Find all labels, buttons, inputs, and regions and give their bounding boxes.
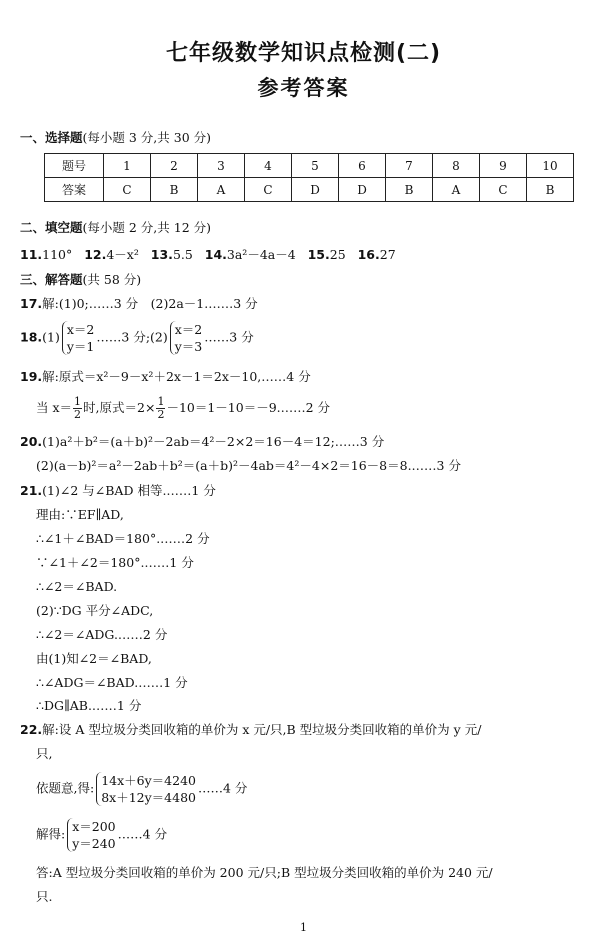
table-cell: C xyxy=(245,178,292,202)
table-cell: 5 xyxy=(292,154,339,178)
equation-system xyxy=(67,818,115,852)
q21-text: (1)∠2 与∠BAD 相等.……1 分 xyxy=(42,483,216,498)
table-cell: 1 xyxy=(104,154,151,178)
table-row-numbers xyxy=(45,154,574,178)
q-number: 17. xyxy=(20,296,43,311)
table-cell: 答案 xyxy=(45,178,104,202)
table-row-answers xyxy=(45,178,574,202)
table-cell: 7 xyxy=(386,154,433,178)
q18-part1: (1) xyxy=(42,329,60,345)
q20-text: (1)a²＋b²＝(a＋b)²－2ab＝4²－2×2＝16－4＝12;……3 分 xyxy=(42,434,385,449)
section-choice-heading xyxy=(20,129,211,147)
q22-line: 答:A 型垃圾分类回收箱的单价为 200 元/只;B 型垃圾分类回收箱的单价为 240 元/ xyxy=(36,865,493,880)
q22-text: ……4 分 xyxy=(117,826,168,842)
equation: 14x＋6y＝4240 xyxy=(101,773,196,788)
table-cell: C xyxy=(104,178,151,202)
table-cell: 3 xyxy=(198,154,245,178)
table-cell: B xyxy=(386,178,433,202)
q22-text: 解得: xyxy=(36,826,66,842)
answer-table xyxy=(44,153,574,202)
section-choice-label: 一、选择题 xyxy=(20,130,83,145)
table-cell: C xyxy=(480,178,527,202)
q-number: 11. xyxy=(20,247,43,262)
fraction xyxy=(73,396,82,421)
equation: y＝1 xyxy=(66,339,95,354)
q21-line1 xyxy=(20,482,216,500)
table-cell: 8 xyxy=(433,154,480,178)
q21-line: ∴∠ADG＝∠BAD.……1 分 xyxy=(36,675,188,690)
table-cell: 9 xyxy=(480,154,527,178)
table-cell: A xyxy=(433,178,480,202)
fill-answer: 27 xyxy=(379,247,396,262)
fill-answers xyxy=(20,246,396,264)
section-solve-heading xyxy=(20,271,141,289)
table-cell: D xyxy=(292,178,339,202)
section-solve-note: (共 58 分) xyxy=(82,272,142,287)
fill-answer: 3a²－4a－4 xyxy=(226,247,296,262)
q20-line1 xyxy=(20,433,384,451)
q22-line4 xyxy=(36,818,167,852)
q19-text: －10＝1－10＝－9.……2 分 xyxy=(166,400,331,415)
q19-text: 解:原式＝x²－9－x²＋2x－1＝2x－10,……4 分 xyxy=(42,369,311,384)
q18-mid: ……3 分;(2) xyxy=(96,329,168,345)
q-number: 15. xyxy=(307,247,330,262)
equation-system xyxy=(62,321,95,355)
q22-line: 只, xyxy=(36,746,53,761)
q-number: 21. xyxy=(20,483,43,498)
fill-answer: 25 xyxy=(329,247,346,262)
q-number: 20. xyxy=(20,434,43,449)
q21-line: 由(1)知∠2＝∠BAD, xyxy=(36,651,152,666)
section-fill-heading xyxy=(20,219,211,237)
table-cell: A xyxy=(198,178,245,202)
q19-text: 时,原式＝2× xyxy=(83,400,156,415)
section-solve-label: 三、解答题 xyxy=(20,272,83,287)
q21-line: ∵∠1＋∠2＝180°.……1 分 xyxy=(36,555,194,570)
fill-answer: 110° xyxy=(42,247,73,262)
q21-line: (2)∵DG 平分∠ADC, xyxy=(36,603,154,618)
equation: x＝2 xyxy=(66,322,95,337)
table-cell: B xyxy=(527,178,574,202)
q17-text: 解:(1)0;……3 分 (2)2a－1.……3 分 xyxy=(42,296,258,311)
fraction-denominator: 2 xyxy=(74,408,82,421)
q21-line: 理由:∵EF∥AD, xyxy=(36,507,124,522)
equation-system xyxy=(170,321,203,355)
table-cell: 4 xyxy=(245,154,292,178)
equation-system xyxy=(96,772,196,806)
fill-answer: 5.5 xyxy=(172,247,193,262)
fraction-numerator: 1 xyxy=(74,395,82,408)
section-fill-note: (每小题 2 分,共 12 分) xyxy=(82,220,211,235)
q22-line: 只. xyxy=(36,889,53,904)
fill-answer: 4－x² xyxy=(106,247,139,262)
table-cell: 2 xyxy=(151,154,198,178)
q19-line2 xyxy=(36,396,330,421)
doc-title: 七年级数学知识点检测(二) xyxy=(165,41,442,66)
q-number: 12. xyxy=(84,247,107,262)
table-cell: 题号 xyxy=(45,154,104,178)
page-number: 1 xyxy=(300,921,307,934)
fraction-numerator: 1 xyxy=(157,395,165,408)
q-number: 18. xyxy=(20,329,43,345)
q19-text: 当 x＝ xyxy=(36,400,73,415)
equation: x＝200 xyxy=(72,819,116,834)
table-cell: B xyxy=(151,178,198,202)
table-cell: 10 xyxy=(527,154,574,178)
q22-text: 解:设 A 型垃圾分类回收箱的单价为 x 元/只,B 型垃圾分类回收箱的单价为 y 元/ xyxy=(42,722,482,737)
q21-line: ∴∠2＝∠ADG.……2 分 xyxy=(36,627,168,642)
q18-line xyxy=(20,321,254,355)
table-cell: 6 xyxy=(339,154,386,178)
section-fill-label: 二、填空题 xyxy=(20,220,83,235)
q-number: 16. xyxy=(357,247,380,262)
q21-line: ∴∠2＝∠BAD. xyxy=(36,579,118,594)
q-number: 14. xyxy=(204,247,227,262)
q20-line2: (2)(a－b)²＝a²－2ab＋b²＝(a＋b)²－4ab＝4²－4×2＝16－8＝8.……3 分 xyxy=(36,458,461,473)
q-number: 22. xyxy=(20,722,43,737)
q22-line1 xyxy=(20,721,481,739)
q18-end: ……3 分 xyxy=(204,329,254,345)
equation: y＝240 xyxy=(72,836,116,851)
doc-subtitle: 参考答案 xyxy=(257,76,350,100)
q-number: 19. xyxy=(20,369,43,384)
q22-text: 依题意,得: xyxy=(36,780,95,796)
q21-line: ∴∠1＋∠BAD＝180°.……2 分 xyxy=(36,531,210,546)
equation: x＝2 xyxy=(174,322,203,337)
q22-line3 xyxy=(36,772,247,806)
q19-line1 xyxy=(20,368,311,386)
fraction-denominator: 2 xyxy=(157,408,165,421)
table-cell: D xyxy=(339,178,386,202)
q21-line: ∴DG∥AB.……1 分 xyxy=(36,698,142,713)
equation: 8x＋12y＝4480 xyxy=(101,790,196,805)
q22-text: ……4 分 xyxy=(197,780,248,796)
q17-line xyxy=(20,295,258,313)
fraction xyxy=(156,396,165,421)
section-choice-note: (每小题 3 分,共 30 分) xyxy=(82,130,211,145)
equation: y＝3 xyxy=(174,339,203,354)
q-number: 13. xyxy=(150,247,173,262)
